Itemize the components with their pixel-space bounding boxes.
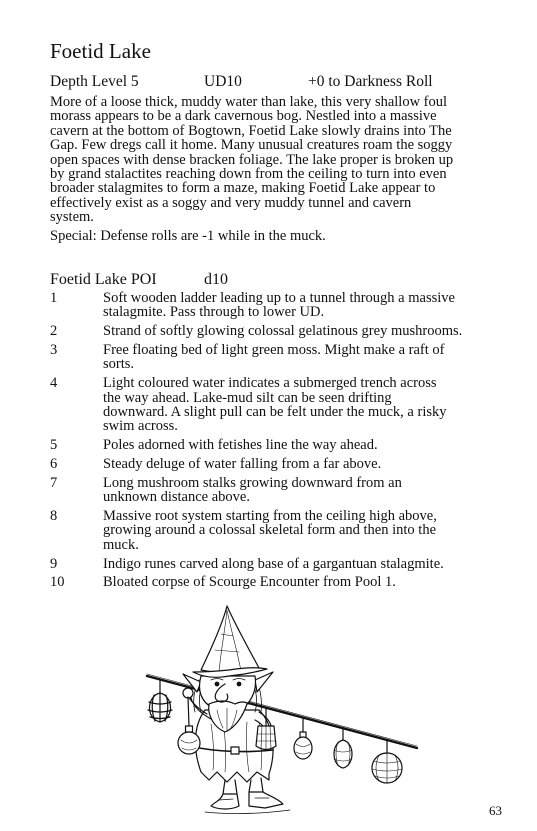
poi-row-line: Light coloured water indicates a submerged trench across xyxy=(103,375,437,392)
poi-row xyxy=(50,438,510,452)
poi-row-line: muck. xyxy=(103,536,139,553)
poi-row xyxy=(50,557,510,571)
location-description xyxy=(50,95,453,225)
poi-row-line: Indigo runes carved along base of a gargantuan stalagmite. xyxy=(103,555,444,572)
poi-row-line: Steady deluge of water falling from a far above. xyxy=(103,456,382,473)
page-number: 63 xyxy=(489,803,502,818)
description-line: open spaces with dense bracken foliage. The lake proper is broken up xyxy=(50,151,454,168)
poi-row-text xyxy=(103,457,510,471)
poi-row xyxy=(50,343,510,372)
poi-row xyxy=(50,457,510,471)
poi-heading-label: Foetid Lake POI xyxy=(50,271,157,288)
poi-row-number: 1 xyxy=(50,290,58,306)
net-bag-icon xyxy=(148,680,172,722)
poi-row-number: 10 xyxy=(50,574,65,591)
poi-row-text xyxy=(103,291,510,320)
flask-icon xyxy=(178,697,200,754)
poi-row-line: Massive root system starting from the ceiling high above, xyxy=(103,508,437,525)
description-line: effectively exist as a soggy and very muddy tunnel and cavern xyxy=(50,194,412,211)
poi-row-line: Bloated corpse of Scourge Encounter from Pool 1. xyxy=(103,574,396,591)
netted-ball-icon xyxy=(372,740,402,783)
poi-table xyxy=(50,291,510,594)
poi-row-line: Free floating bed of light green moss. Might make a raft of xyxy=(103,342,445,358)
darkness-roll-modifier: +0 to Darkness Roll xyxy=(308,73,433,90)
poi-row xyxy=(50,575,510,589)
poi-row-line: Poles adorned with fetishes line the way ahead. xyxy=(103,437,378,454)
gnome-peddler-illustration xyxy=(135,600,420,815)
poi-row-number: 8 xyxy=(50,508,58,525)
poi-row-number: 5 xyxy=(50,437,58,454)
poi-row-line: downward. A slight pull can be felt under the muck, a risky xyxy=(103,404,447,421)
poi-row-number: 2 xyxy=(50,323,58,340)
poi-row-text xyxy=(103,343,510,372)
poi-row-text xyxy=(103,324,510,338)
poi-row-text xyxy=(103,476,510,505)
poi-row xyxy=(50,509,510,552)
page-title: Foetid Lake xyxy=(50,39,151,63)
poi-row-line: Strand of softly glowing colossal gelatinous grey mushrooms. xyxy=(103,323,463,340)
hanging-sack-icon xyxy=(334,728,352,768)
poi-row-line: unknown distance above. xyxy=(103,489,250,506)
depth-level: Depth Level 5 xyxy=(50,73,139,90)
poi-row-line: sorts. xyxy=(103,356,135,373)
poi-die: d10 xyxy=(204,271,228,288)
poi-row xyxy=(50,376,510,434)
description-line: morass appears to be a dark cavernous bog. Nestled into a massive xyxy=(50,108,437,125)
poi-table-heading xyxy=(0,271,537,291)
poi-row-text xyxy=(103,438,510,452)
poi-row xyxy=(50,476,510,505)
poi-row-number: 4 xyxy=(50,375,58,392)
poi-row-line: Long mushroom stalks growing downward from an xyxy=(103,474,402,491)
poi-row xyxy=(50,324,510,338)
ud-value: UD10 xyxy=(204,73,242,90)
description-line: cavern at the bottom of Bogtown, Foetid Lake slowly drains into The xyxy=(50,122,452,139)
description-line: Gap. Few dregs call it home. Many unusual creatures roam the soggy xyxy=(50,137,453,154)
poi-row-number: 9 xyxy=(50,555,58,572)
description-line: by grand stalactites reaching down from the ceiling to turn into even xyxy=(50,166,447,183)
special-rule: Special: Defense rolls are -1 while in the muck. xyxy=(50,228,326,244)
description-line: broader stalagmites to form a maze, making Foetid Lake appear to xyxy=(50,180,436,197)
poi-row-line: stalagmite. Pass through to lower UD. xyxy=(103,304,325,321)
poi-row xyxy=(50,291,510,320)
description-line: system. xyxy=(50,209,94,226)
poi-row-number: 7 xyxy=(50,474,58,491)
poi-row-line: growing around a colossal skeletal form and then into the xyxy=(103,522,437,539)
poi-row-text xyxy=(103,575,510,589)
poi-row-text xyxy=(103,557,510,571)
poi-row-line: the way ahead. Lake-mud silt can be seen drifting xyxy=(103,389,392,406)
poi-row-line: Soft wooden ladder leading up to a tunnel through a massive xyxy=(103,290,455,306)
poi-row-number: 3 xyxy=(50,342,58,358)
bottle-icon xyxy=(294,718,312,759)
description-line: More of a loose thick, muddy water than lake, this very shallow foul xyxy=(50,94,448,110)
poi-row-line: swim across. xyxy=(103,418,178,435)
depth-info-line xyxy=(0,73,537,93)
poi-row-text xyxy=(103,376,510,434)
poi-row-text xyxy=(103,509,510,552)
poi-row-number: 6 xyxy=(50,456,58,473)
